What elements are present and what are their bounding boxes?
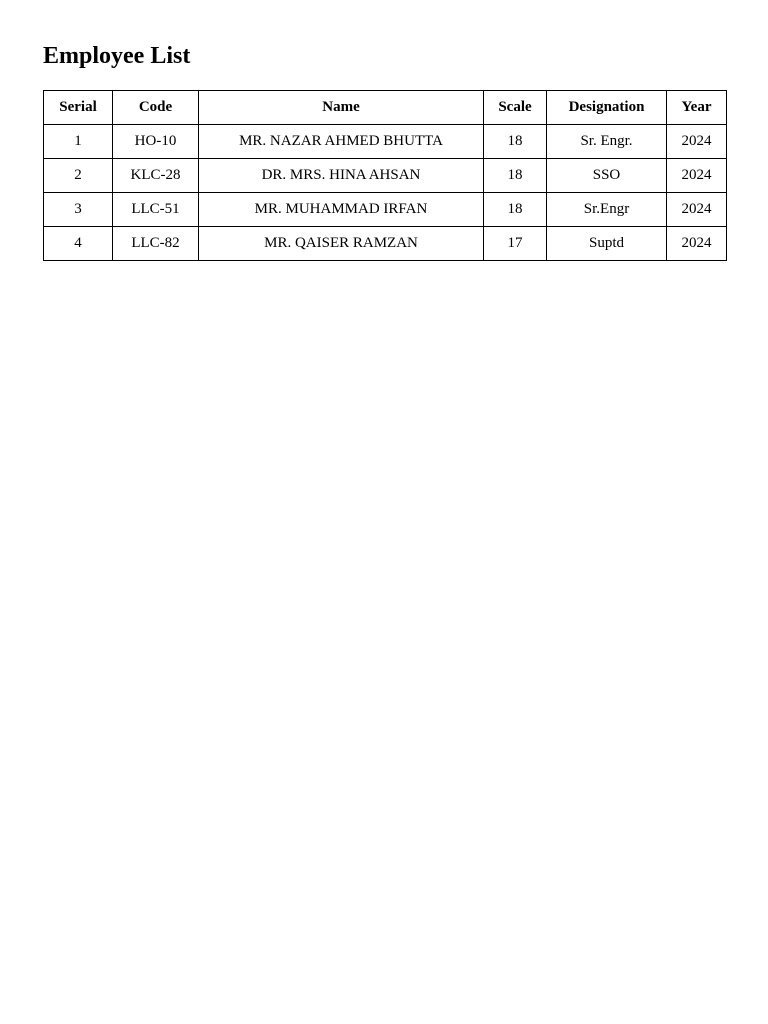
table-row: [44, 159, 727, 193]
column-header-name: Name: [199, 91, 484, 125]
cell-name: MR. NAZAR AHMED BHUTTA: [199, 125, 484, 159]
cell-scale: 18: [484, 193, 547, 227]
cell-serial: 1: [44, 125, 113, 159]
cell-year: 2024: [667, 159, 727, 193]
table-row: [44, 227, 727, 261]
page-title: Employee List: [43, 43, 191, 69]
cell-scale: 17: [484, 227, 547, 261]
table-row: [44, 125, 727, 159]
table-row: [44, 193, 727, 227]
cell-year: 2024: [667, 193, 727, 227]
cell-name: DR. MRS. HINA AHSAN: [199, 159, 484, 193]
cell-code: LLC-82: [113, 227, 199, 261]
cell-year: 2024: [667, 125, 727, 159]
cell-designation: Sr. Engr.: [547, 125, 667, 159]
cell-name: MR. MUHAMMAD IRFAN: [199, 193, 484, 227]
cell-serial: 2: [44, 159, 113, 193]
header-row: [44, 91, 727, 125]
column-header-designation: Designation: [547, 91, 667, 125]
employee-table: [43, 90, 727, 261]
cell-code: LLC-51: [113, 193, 199, 227]
cell-code: HO-10: [113, 125, 199, 159]
column-header-year: Year: [667, 91, 727, 125]
cell-name: MR. QAISER RAMZAN: [199, 227, 484, 261]
cell-scale: 18: [484, 125, 547, 159]
cell-serial: 4: [44, 227, 113, 261]
cell-designation: SSO: [547, 159, 667, 193]
table-body: [44, 125, 727, 261]
column-header-serial: Serial: [44, 91, 113, 125]
cell-code: KLC-28: [113, 159, 199, 193]
cell-designation: Suptd: [547, 227, 667, 261]
cell-year: 2024: [667, 227, 727, 261]
cell-scale: 18: [484, 159, 547, 193]
document-page: [43, 40, 726, 251]
cell-serial: 3: [44, 193, 113, 227]
table-header: [44, 91, 727, 125]
column-header-scale: Scale: [484, 91, 547, 125]
cell-designation: Sr.Engr: [547, 193, 667, 227]
column-header-code: Code: [113, 91, 199, 125]
